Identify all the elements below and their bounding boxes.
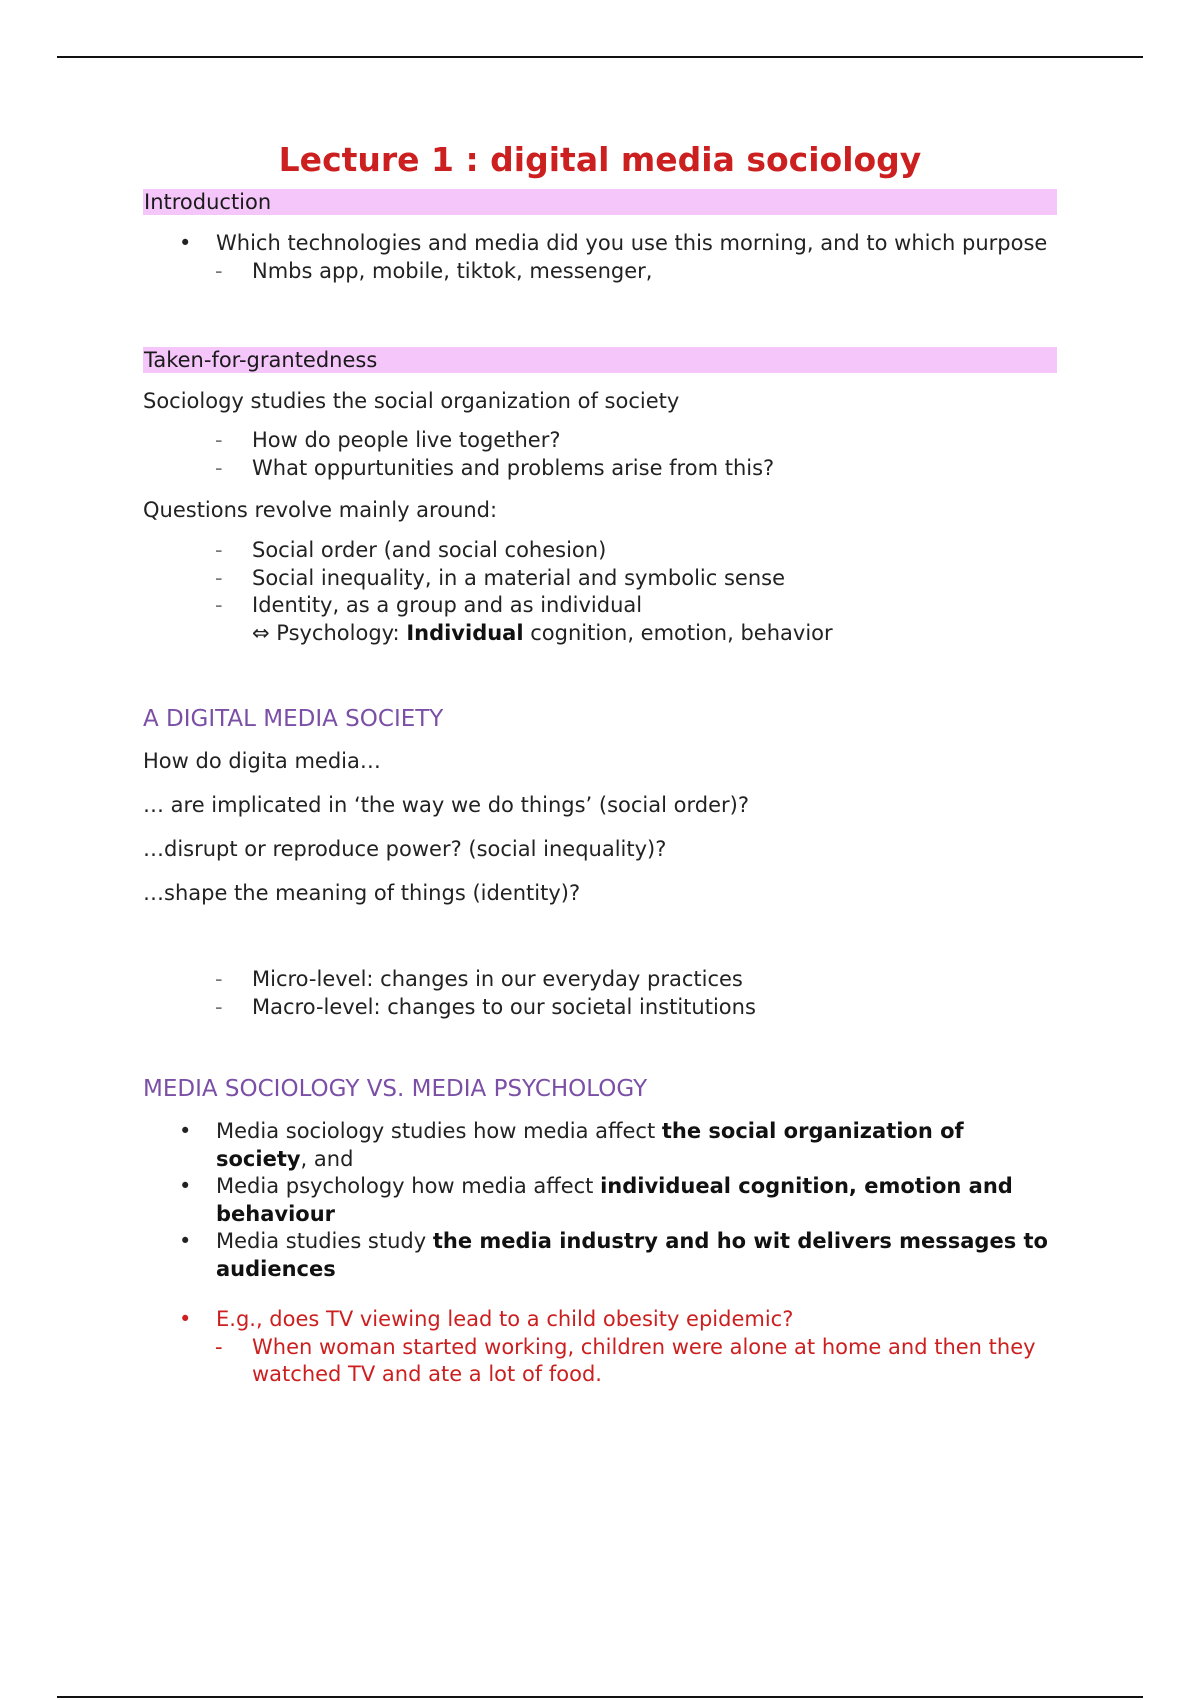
list-item: • Media psychology how media affect individueal cognition, emotion and behaviour — [179, 1174, 1013, 1226]
list-item: - Social order (and social cohesion) — [143, 537, 1057, 565]
list-item: - How do people live together? — [143, 427, 1057, 455]
list-item: - Identity, as a group and as individual — [143, 592, 1057, 620]
sociology-question-list — [143, 427, 1057, 482]
paragraph: Questions revolve mainly around: — [143, 498, 498, 522]
dash-marker: - — [215, 1334, 223, 1359]
list-item: - Macro-level: changes to our societal institutions — [143, 994, 1057, 1022]
introduction-list — [143, 230, 1057, 285]
bullet-marker: • — [179, 231, 192, 255]
dash-marker: - — [215, 994, 223, 1019]
list-item: - What oppurtunities and problems arise from this? — [143, 455, 1057, 483]
top-rule — [57, 56, 1143, 58]
bullet-marker: • — [179, 1307, 192, 1331]
page-title: Lecture 1 : digital media sociology — [278, 140, 922, 179]
document-body — [143, 140, 1057, 1389]
section-heading-digital-media-society: A DIGITAL MEDIA SOCIETY — [143, 706, 444, 732]
questions-list — [143, 537, 1057, 620]
bullet-marker: • — [179, 1119, 192, 1143]
dash-marker: - — [215, 967, 223, 991]
list-item: • E.g., does TV viewing lead to a child obesity epidemic? — [143, 1306, 1057, 1334]
paragraph: How do digita media… — [143, 749, 381, 773]
paragraph: … are implicated in ‘the way we do things’ (social order)? — [143, 793, 749, 817]
psychology-note: ⇔ Psychology: Individual cognition, emotion, behavior — [252, 620, 833, 645]
list-item: - Social inequality, in a material and symbolic sense — [143, 565, 1057, 593]
section-heading-taken-for-grantedness: Taken-for-grantedness — [143, 347, 1057, 373]
dash-marker: - — [215, 593, 223, 617]
list-item: • Media studies study the media industry and ho wit delivers messages to audiences — [179, 1229, 1048, 1281]
dash-marker: - — [215, 428, 223, 452]
levels-list — [143, 966, 1057, 1021]
bullet-marker: • — [179, 1229, 192, 1253]
paragraph: …shape the meaning of things (identity)? — [143, 881, 581, 905]
bullet-marker: • — [179, 1174, 192, 1198]
comparison-list — [143, 1118, 1057, 1283]
section-heading-introduction: Introduction — [143, 189, 1057, 215]
paragraph: Sociology studies the social organization of society — [143, 389, 680, 413]
paragraph: …disrupt or reproduce power? (social inequality)? — [143, 837, 667, 861]
example-list — [143, 1306, 1057, 1389]
dash-marker: - — [215, 565, 223, 590]
list-item: • Media sociology studies how media affect the social organization of society, and — [179, 1119, 964, 1171]
list-item: • Which technologies and media did you use this morning, and to which purpose — [143, 230, 1057, 258]
dash-marker: - — [215, 538, 223, 562]
section-heading-sociology-vs-psychology: MEDIA SOCIOLOGY VS. MEDIA PSYCHOLOGY — [143, 1076, 648, 1102]
dash-marker: - — [215, 455, 223, 480]
bottom-rule — [57, 1696, 1143, 1698]
list-item: - Micro-level: changes in our everyday practices — [143, 966, 1057, 994]
list-item: - When woman started working, children were alone at home and then they watched TV and ate a lot of food. — [215, 1334, 1036, 1386]
list-item: - Nmbs app, mobile, tiktok, messenger, — [143, 258, 1057, 286]
dash-marker: - — [215, 258, 223, 283]
